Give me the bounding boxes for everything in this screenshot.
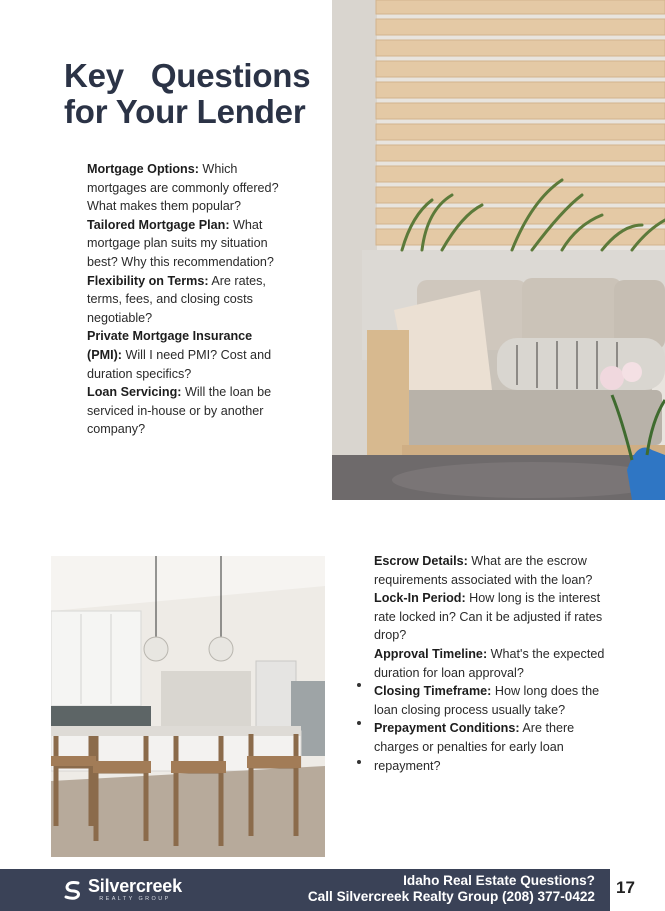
question-label: Mortgage Options:: [87, 162, 199, 176]
list-item: [374, 589, 606, 645]
question-label: Private Mortgage Insurance (PMI):: [87, 329, 253, 362]
question-text: How long is the interest rate locked in? Can it be adjusted if rates drop?: [374, 591, 603, 643]
footer-line-2: Call Silvercreek Realty Group (208) 377-0422: [307, 889, 595, 904]
question-text: Will I need PMI? Cost and duration specifics?: [87, 347, 272, 381]
list-item: [87, 160, 287, 216]
question-text: Will the loan be serviced in-house or by another company?: [87, 385, 272, 437]
list-item: [87, 272, 287, 328]
question-label: Prepayment Conditions:: [374, 721, 520, 736]
logo-subtitle: REALTY GROUP: [99, 896, 171, 903]
question-label: Approval Timeline:: [374, 646, 488, 661]
list-item: [374, 719, 606, 775]
question-text: Which mortgages are commonly offered? What makes them popular?: [87, 162, 279, 214]
question-list-top: [87, 160, 287, 439]
question-text: Are there charges or penalties for early loan repayment?: [374, 721, 575, 773]
question-label: Closing Timeframe:: [374, 684, 492, 699]
logo-name: Silvercreek: [88, 876, 182, 897]
question-list-bottom: [374, 552, 606, 775]
question-text: What mortgage plan suits my situation best? Why this recommendation?: [87, 217, 274, 269]
question-text: How long does the loan closing process usually take?: [374, 684, 600, 717]
silvercreek-logo: [62, 876, 182, 904]
list-item: [374, 645, 606, 682]
footer-line-1: Idaho Real Estate Questions?: [403, 873, 595, 888]
question-label: Loan Servicing:: [87, 385, 182, 400]
list-item: [87, 216, 287, 272]
question-label: Lock-In Period:: [374, 591, 466, 606]
question-label: Tailored Mortgage Plan:: [87, 217, 230, 232]
question-label: Escrow Details:: [374, 554, 468, 568]
footer-contact: [308, 873, 595, 905]
title-line-2: for Your Lender: [64, 93, 306, 130]
kitchen-photo: [51, 556, 325, 857]
list-item: [87, 327, 287, 383]
question-label: Flexibility on Terms:: [87, 273, 209, 288]
list-item: [374, 682, 606, 719]
question-text: Are rates, terms, fees, and closing costs negotiable?: [87, 273, 266, 325]
list-item: [87, 383, 287, 439]
bullet-dot: [357, 683, 361, 687]
page-title: [64, 58, 310, 130]
question-text: What are the escrow requirements associated with the loan?: [374, 554, 593, 587]
silvercreek-logo-icon: [62, 879, 84, 901]
list-item: [374, 552, 606, 589]
title-line-1: Key Questions: [64, 57, 311, 94]
page-number: 17: [616, 878, 635, 897]
bullet-dot: [357, 721, 361, 725]
bullet-dot: [357, 760, 361, 764]
living-room-photo: [332, 0, 665, 500]
question-text: What's the expected duration for loan approval?: [374, 646, 605, 680]
